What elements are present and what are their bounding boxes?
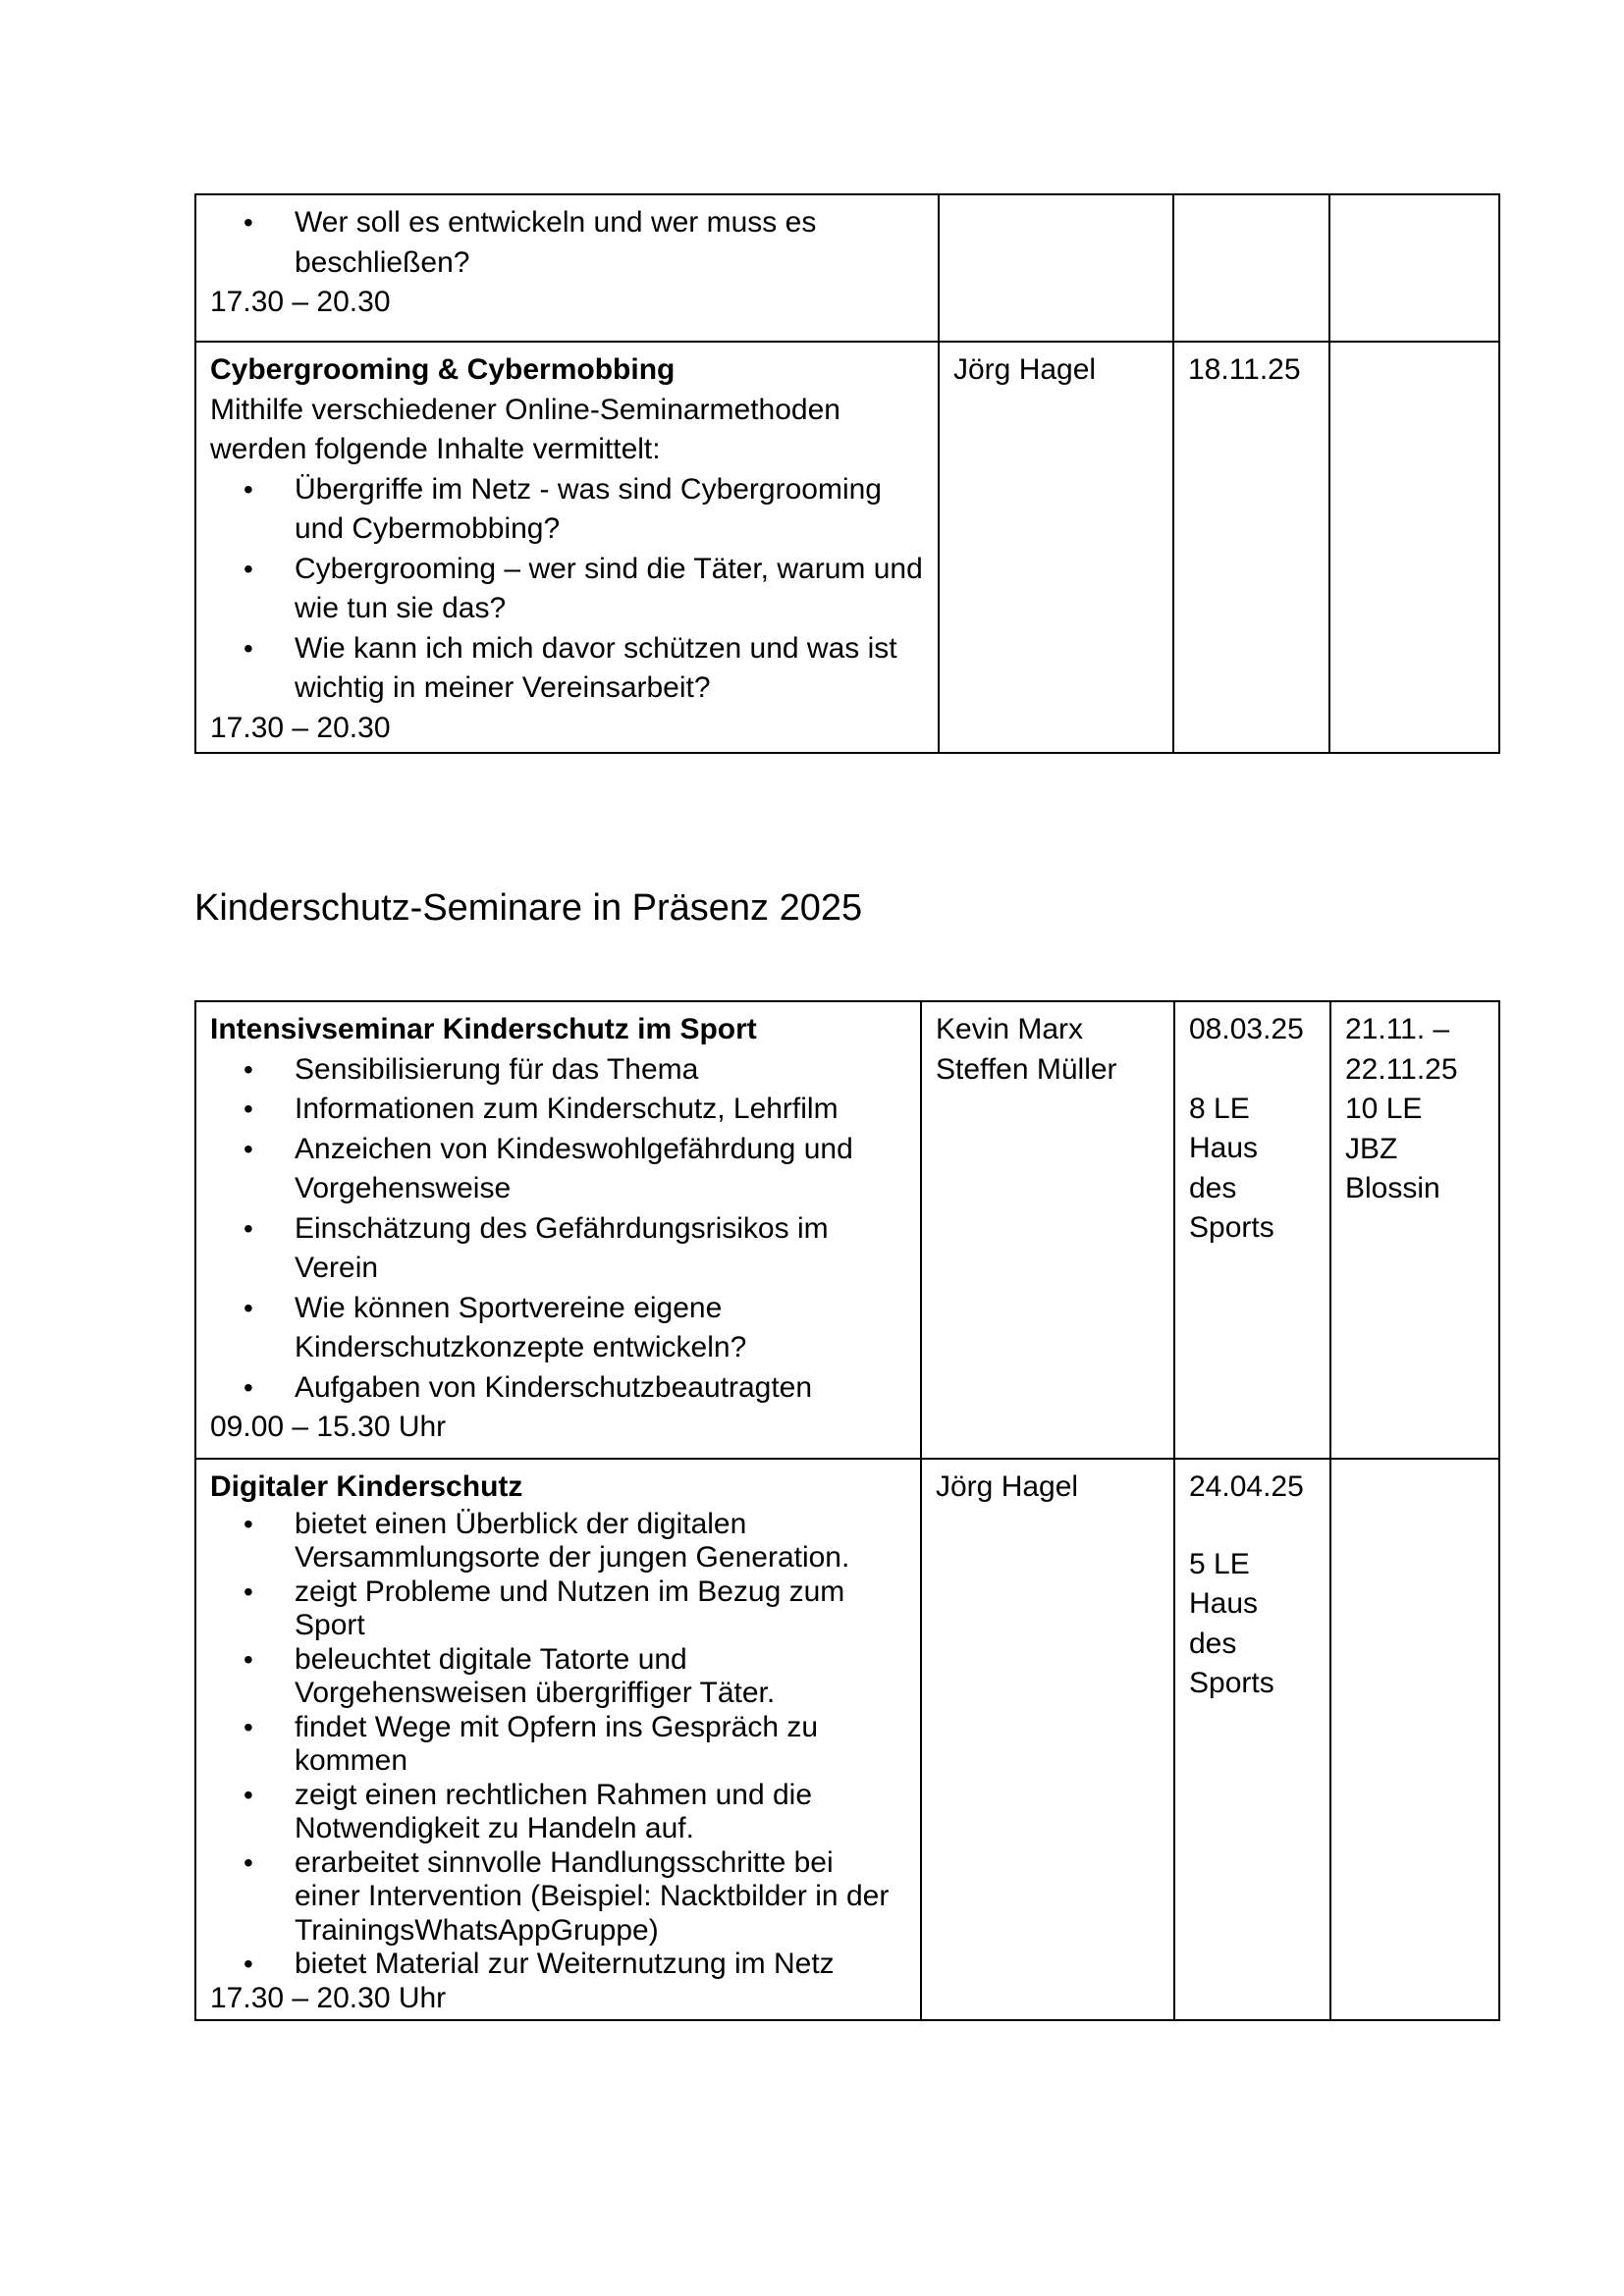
- seminar-description-cell: [195, 194, 939, 342]
- date-2-cell: [1330, 1001, 1499, 1459]
- list-item: • Informationen zum Kinderschutz, Lehrfilm: [295, 1090, 906, 1130]
- list-item: • bietet einen Überblick der digitalen Versammlungsorte der jungen Generation.: [295, 1508, 906, 1575]
- seminar-time: 17.30 – 20.30: [210, 711, 391, 744]
- venue-line: Haus: [1189, 1587, 1259, 1620]
- learning-units: 10 LE: [1345, 1093, 1423, 1125]
- list-item: • Einschätzung des Gefährdungsrisikos im Verein: [295, 1209, 906, 1289]
- referent-name: Jörg Hagel: [936, 1470, 1079, 1503]
- bullet-list: [210, 470, 924, 709]
- list-item: • Wie kann ich mich davor schützen und was ist wichtig in meiner Vereinsarbeit?: [295, 629, 924, 709]
- list-item: • Übergriffe im Netz - was sind Cybergrooming und Cybermobbing?: [295, 470, 924, 550]
- venue-line: Haus: [1189, 1132, 1259, 1164]
- seminar-description-cell: [195, 1459, 921, 2020]
- seminar-description-cell: [195, 1001, 921, 1459]
- referent-cell: [921, 1001, 1174, 1459]
- bullet-list: [210, 1508, 906, 1982]
- date-cell: [1174, 1459, 1330, 2020]
- list-item: • findet Wege mit Opfern ins Gespräch zu kommen: [295, 1711, 906, 1779]
- venue-line: Blossin: [1345, 1172, 1440, 1204]
- seminar-description-cell: [195, 342, 939, 753]
- list-item: • Aufgaben von Kinderschutzbeautragten: [295, 1368, 906, 1409]
- seminar-date: 18.11.25: [1188, 353, 1301, 386]
- venue-line: JBZ: [1345, 1132, 1398, 1165]
- referent-name: Kevin Marx: [936, 1013, 1084, 1045]
- list-item: • zeigt einen rechtlichen Rahmen und die Notwendigkeit zu Handeln auf.: [295, 1779, 906, 1846]
- list-item: • Wer soll es entwickeln und wer muss es beschließen?: [295, 203, 924, 283]
- list-item: • Sensibilisierung für das Thema: [295, 1050, 906, 1091]
- table-row: [195, 342, 1499, 753]
- date-2-cell: [1329, 342, 1499, 753]
- seminar-title: Intensivseminar Kinderschutz im Sport: [210, 1013, 757, 1045]
- date-cell: [1174, 1001, 1330, 1459]
- list-item: • zeigt Probleme und Nutzen im Bezug zum Sport: [295, 1575, 906, 1643]
- seminar-date: 08.03.25: [1189, 1013, 1304, 1045]
- date-2-cell: [1330, 1459, 1499, 2020]
- venue-line: Sports: [1189, 1211, 1274, 1244]
- list-item: • beleuchtet digitale Tatorte und Vorgehensweisen übergriffiger Täter.: [295, 1643, 906, 1711]
- seminar-time: 09.00 – 15.30 Uhr: [210, 1411, 447, 1443]
- referent-name: Steffen Müller: [936, 1052, 1117, 1086]
- seminar-title: Cybergrooming & Cybermobbing: [210, 353, 676, 386]
- date-cell: [1173, 342, 1329, 753]
- seminar-title: Digitaler Kinderschutz: [210, 1470, 523, 1503]
- date-cell: [1173, 194, 1329, 342]
- learning-units: 5 LE: [1189, 1547, 1250, 1580]
- seminar-date: 22.11.25: [1345, 1052, 1458, 1086]
- table-row: [195, 194, 1499, 342]
- referent-cell: [939, 194, 1173, 342]
- presence-seminar-table: [194, 1000, 1500, 2021]
- section-heading: Kinderschutz-Seminare in Präsenz 2025: [194, 887, 863, 929]
- referent-cell: [939, 342, 1173, 753]
- learning-units: 8 LE: [1189, 1092, 1250, 1125]
- bullet-list: [210, 203, 924, 283]
- list-item: • Anzeichen von Kindeswohlgefährdung und Vorgehensweise: [295, 1130, 906, 1209]
- bullet-list: [210, 1050, 906, 1409]
- online-seminar-table: [194, 193, 1500, 754]
- venue-line: des: [1189, 1171, 1237, 1204]
- seminar-intro: Mithilfe verschiedener Online-Seminarmethoden werden folgende Inhalte vermittelt:: [210, 393, 840, 465]
- venue-line: des: [1189, 1627, 1237, 1660]
- date-2-cell: [1329, 194, 1499, 342]
- list-item: • erarbeitet sinnvolle Handlungsschritte bei einer Intervention (Beispiel: Nacktbilder in der TrainingsWhatsAppGruppe): [295, 1846, 906, 1949]
- table-row: [195, 1001, 1499, 1459]
- referent-name: Jörg Hagel: [953, 353, 1097, 386]
- seminar-date: 21.11. –: [1345, 1013, 1450, 1045]
- list-item: • Cybergrooming – wer sind die Täter, warum und wie tun sie das?: [295, 550, 924, 629]
- seminar-time: 17.30 – 20.30: [210, 286, 391, 318]
- seminar-date: 24.04.25: [1189, 1470, 1304, 1503]
- table-row: [195, 1459, 1499, 2020]
- referent-cell: [921, 1459, 1174, 2020]
- list-item: • Wie können Sportvereine eigene Kinderschutzkonzepte entwickeln?: [295, 1289, 906, 1368]
- list-item: • bietet Material zur Weiternutzung im Netz: [295, 1948, 906, 1982]
- venue-line: Sports: [1189, 1667, 1274, 1699]
- seminar-time: 17.30 – 20.30 Uhr: [210, 1981, 447, 2014]
